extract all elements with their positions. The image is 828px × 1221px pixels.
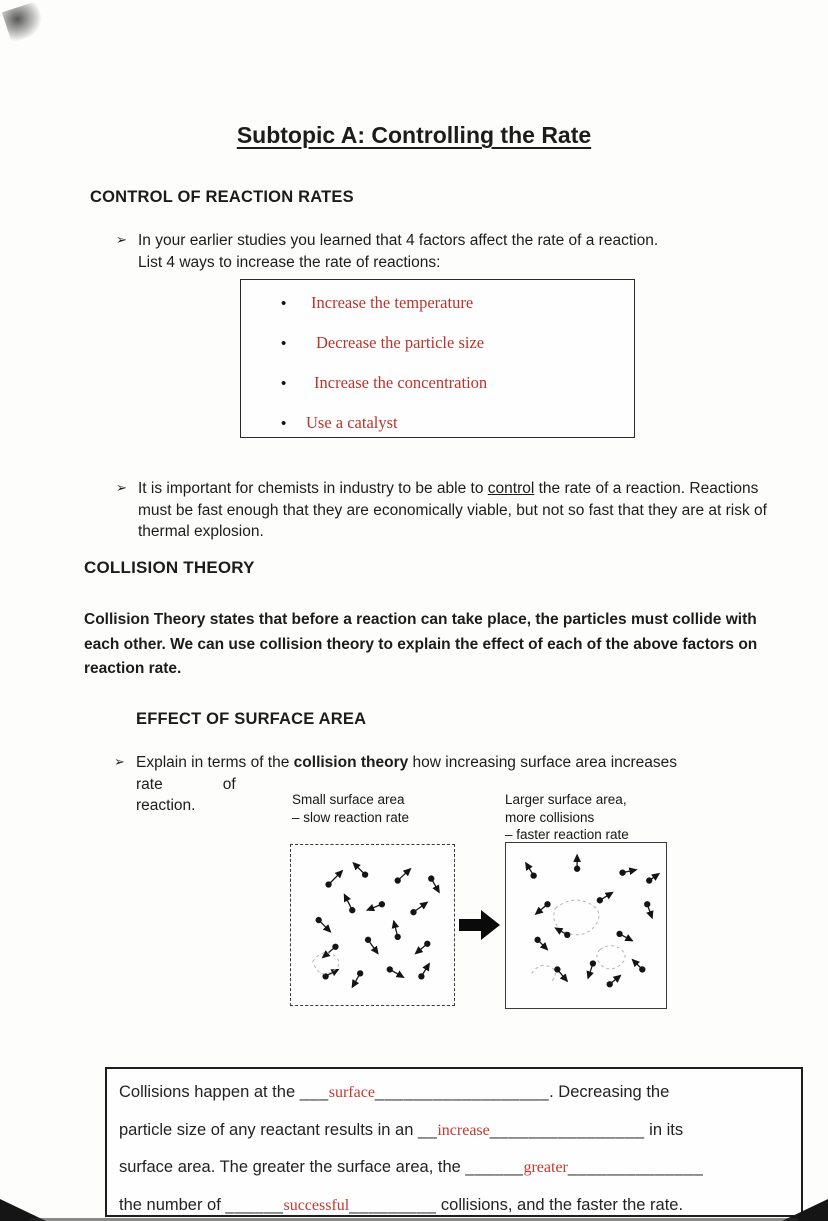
answer-item [281,293,634,333]
answer-item [281,413,634,453]
diagram-label-larger-surface-area [505,791,629,844]
bullet1-line2: List 4 ways to increase the rate of reactions: [138,253,441,271]
answer-item [281,373,634,413]
answers-box [240,279,635,438]
fill-line-1 [119,1074,789,1112]
answer-text: Increase the temperature [311,293,474,312]
fill1-answer: surface [328,1084,375,1101]
section-heading-collision-theory: COLLISION THEORY [84,558,255,577]
bullet3-pre: Explain in terms of the [136,754,294,771]
blank-line: ______ [225,1195,284,1214]
bullet1-line1: In your earlier studies you learned that 4 factors affect the rate of a reaction. [138,232,659,249]
fill-in-the-blanks-box [105,1067,803,1217]
blank-line: ______ [465,1158,524,1176]
particle-diagram-larger-surface-area [505,842,667,1009]
bullet-arrow-icon: ➢ [116,232,127,247]
bullet-item-four-factors [116,230,784,273]
fill-line-2 [119,1112,789,1150]
scan-artifact [2,1,46,43]
particles-graphic [291,845,454,1005]
label-line: Small surface area [292,792,405,807]
label-line: – slow reaction rate [292,809,410,825]
bullet-item-explain-surface-area [114,752,804,817]
bullet3-line1 [136,752,677,774]
fill2-pre: particle size of any reactant results in an [119,1120,418,1139]
bullet3-word-rate: rate [136,775,163,793]
particles-graphic [506,843,666,1008]
fill4-pre: the number of [119,1195,226,1214]
bullet-dot-icon: • [281,415,287,432]
bullet3-word-of: of [222,775,236,793]
section-heading-effect-of-surface-area: EFFECT OF SURFACE AREA [136,710,367,728]
blank-line: ________________ [489,1120,645,1139]
page-title: Subtopic A: Controlling the Rate [236,122,592,148]
bullet-text [138,478,776,543]
bullet3-word-reaction: reaction. [136,797,196,814]
label-line: Larger surface area, [505,792,627,807]
bullet-arrow-icon: ➢ [114,754,125,769]
answer-text: Use a catalyst [306,413,398,432]
fill2-answer: increase [437,1121,490,1139]
fill2-post: in its [644,1120,684,1139]
bullet3-post: how increasing surface area increases [408,754,678,771]
bullet2-post: the rate of a reaction. Reactions must be fast enough that they are economically viable, but not so fast that they are at risk of thermal explosion. [138,480,767,540]
diagram-label-small-surface-area [292,791,409,826]
bullet-item-importance-of-control [116,478,776,543]
bullet-dot-icon: • [281,375,287,392]
bullet-arrow-icon: ➢ [116,480,127,495]
fill1-post: . Decreasing the [549,1083,670,1101]
particle-diagram-small-surface-area [290,844,455,1006]
blank-line: ___ [299,1083,329,1101]
answer-item [281,333,634,373]
blank-line: ______________ [567,1158,704,1176]
right-arrow-icon [459,907,501,943]
bullet-text [138,230,658,273]
blank-line: __ [417,1120,438,1139]
fill4-answer: successful [283,1196,350,1214]
answer-list [241,280,634,453]
fill4-post: collisions, and the faster the rate. [436,1195,684,1214]
fill3-pre: surface area. The greater the surface area, the [119,1158,466,1176]
bullet-dot-icon: • [281,295,287,312]
bullet3-bold-phrase: collision theory [293,754,409,771]
bullet-dot-icon: • [281,335,287,352]
blank-line: _________ [349,1195,437,1214]
fill-line-3 [119,1149,789,1187]
bullet2-pre: It is important for chemists in industry to be able to [138,480,488,497]
bullet2-underlined-word: control [487,480,535,497]
label-line: more collisions [505,809,595,825]
answer-text: Decrease the particle size [316,333,485,352]
fill-line-4 [119,1187,789,1221]
blank-line: __________________ [374,1083,550,1101]
collision-theory-paragraph: Collision Theory states that before a reaction can take place, the particles must collide with each other. We can use collision theory to explain the effect of each of the above factors on reaction rate. [84,611,758,677]
answer-text: Increase the concentration [314,373,488,392]
fill3-answer: greater [523,1159,568,1176]
label-line: – faster reaction rate [505,827,629,842]
fill1-pre: Collisions happen at the [119,1083,300,1101]
section-heading-control-of-reaction-rates: CONTROL OF REACTION RATES [90,188,354,206]
